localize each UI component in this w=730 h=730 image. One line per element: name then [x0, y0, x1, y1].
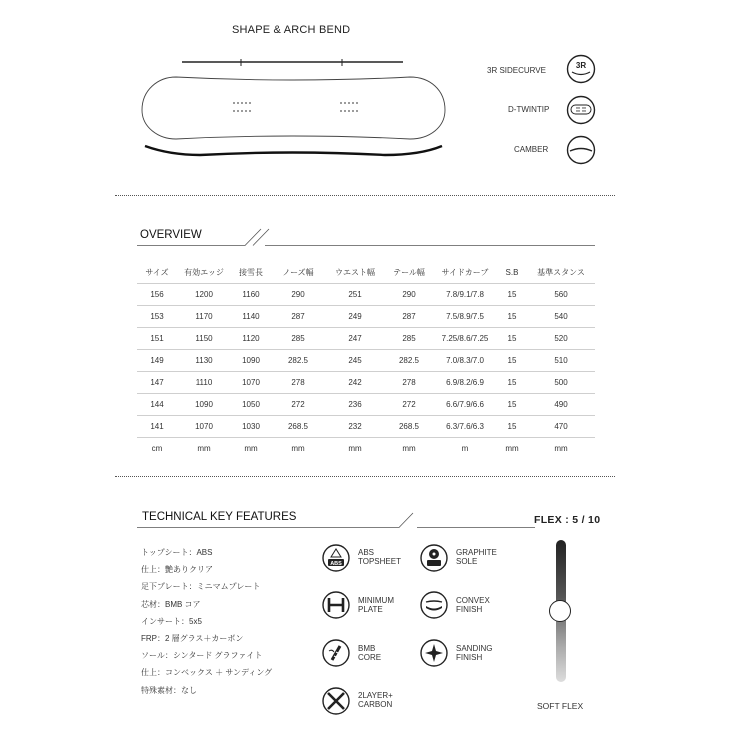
table-cell: 144 — [137, 394, 177, 416]
table-cell: 272 — [271, 394, 325, 416]
feature-line: CONVEX — [456, 596, 490, 605]
camber-icon — [566, 135, 596, 165]
table-row — [137, 416, 595, 438]
spec-item: ソール：シンタード グラファイト — [141, 651, 263, 661]
unit-cell: mm — [348, 444, 362, 453]
table-cell: 1140 — [231, 306, 271, 328]
overview-title: OVERVIEW — [140, 229, 202, 241]
table-row — [137, 350, 595, 372]
board-side-profile — [145, 146, 442, 155]
table-cell: 15 — [497, 328, 527, 350]
table-cell: 490 — [527, 394, 595, 416]
table-cell: 1110 — [177, 372, 231, 394]
table-cell: 1090 — [231, 350, 271, 372]
feature-label-d-twintip: D-TWINTIP — [508, 105, 550, 114]
unit-cell: mm — [554, 444, 568, 453]
d-twintip-icon — [566, 95, 596, 125]
table-cell: 1130 — [177, 350, 231, 372]
feature-bmb-core — [358, 644, 381, 662]
table-cell: 15 — [497, 284, 527, 306]
table-cell: 15 — [497, 372, 527, 394]
table-cell: 6.3/7.6/6.3 — [433, 416, 497, 438]
feature-graphite-sole — [456, 548, 497, 566]
table-cell: 251 — [325, 284, 385, 306]
feature-line: TOPSHEET — [358, 557, 401, 566]
table-row — [137, 284, 595, 306]
table-row — [137, 372, 595, 394]
unit-cell: mm — [291, 444, 305, 453]
table-cell: 285 — [271, 328, 325, 350]
table-cell: 149 — [137, 350, 177, 372]
flex-label: FLEX : 5 / 10 — [534, 514, 601, 526]
table-cell: 1200 — [177, 284, 231, 306]
flex-caption: SOFT FLEX — [537, 701, 584, 711]
shape-title: SHAPE & ARCH BEND — [232, 24, 351, 36]
table-cell: 540 — [527, 306, 595, 328]
table-cell: 15 — [497, 394, 527, 416]
table-cell: 7.0/8.3/7.0 — [433, 350, 497, 372]
spec-item: 仕上：艶ありクリア — [141, 565, 213, 575]
board-diagram — [140, 55, 450, 160]
table-cell: 290 — [385, 284, 433, 306]
table-cell: 268.5 — [385, 416, 433, 438]
table-cell: 1030 — [231, 416, 271, 438]
feature-sanding-finish — [456, 644, 492, 662]
column-header: 有効エッジ — [177, 262, 231, 284]
unit-cell: mm — [244, 444, 258, 453]
column-header: サイズ — [137, 262, 177, 284]
unit-cell: m — [461, 444, 469, 453]
tech-title-rule — [137, 510, 537, 530]
spec-item: インサート：5x5 — [141, 616, 202, 626]
unit-cell: mm — [402, 444, 416, 453]
feature-line: CARBON — [358, 700, 393, 709]
spec-item: トップシート：ABS — [141, 548, 213, 557]
table-cell: 268.5 — [271, 416, 325, 438]
divider-top — [115, 195, 615, 196]
table-cell: 151 — [137, 328, 177, 350]
table-cell: 1090 — [177, 394, 231, 416]
divider-bottom — [115, 476, 615, 477]
spec-item: 仕上：コンベックス ＋ サンディング — [141, 668, 273, 678]
table-cell: 1070 — [177, 416, 231, 438]
feature-minimum-plate — [358, 596, 394, 614]
table-cell: 7.5/8.9/7.5 — [433, 306, 497, 328]
table-header-row — [137, 262, 595, 284]
table-cell: 1150 — [177, 328, 231, 350]
svg-text:ABS: ABS — [330, 561, 342, 567]
table-cell: 520 — [527, 328, 595, 350]
flex-indicator-knob — [549, 600, 571, 622]
tech-title: TECHNICAL KEY FEATURES — [142, 511, 297, 523]
spec-item: 特殊素材：なし — [141, 685, 197, 695]
table-cell: 287 — [385, 306, 433, 328]
table-cell: 153 — [137, 306, 177, 328]
table-cell: 1170 — [177, 306, 231, 328]
spec-item: 芯材：BMB コア — [141, 599, 201, 609]
column-header: サイドカーブ — [433, 262, 497, 284]
table-cell: 290 — [271, 284, 325, 306]
table-cell: 245 — [325, 350, 385, 372]
table-cell: 6.6/7.9/6.6 — [433, 394, 497, 416]
abs-topsheet-icon — [322, 544, 350, 572]
column-header: ウエスト幅 — [325, 262, 385, 284]
table-cell: 510 — [527, 350, 595, 372]
feature-line: SANDING — [456, 644, 493, 653]
table-cell: 141 — [137, 416, 177, 438]
table-cell: 236 — [325, 394, 385, 416]
table-cell: 156 — [137, 284, 177, 306]
feature-line: CORE — [358, 653, 382, 662]
feature-line: FINISH — [456, 605, 483, 614]
table-cell: 560 — [527, 284, 595, 306]
spec-table — [137, 262, 595, 459]
table-cell: 1160 — [231, 284, 271, 306]
board-outline — [142, 77, 445, 139]
tech-spec-list — [141, 544, 272, 699]
table-cell: 232 — [325, 416, 385, 438]
table-cell: 1120 — [231, 328, 271, 350]
table-units-row — [137, 438, 595, 460]
table-cell: 282.5 — [385, 350, 433, 372]
svg-text:3R: 3R — [575, 61, 587, 70]
minimum-plate-icon — [322, 591, 350, 619]
column-header: S.B — [497, 262, 527, 284]
table-cell: 247 — [325, 328, 385, 350]
table-cell: 1070 — [231, 372, 271, 394]
table-cell: 242 — [325, 372, 385, 394]
feature-2layer-carbon — [358, 691, 393, 709]
table-cell: 278 — [385, 372, 433, 394]
table-cell: 249 — [325, 306, 385, 328]
table-row — [137, 328, 595, 350]
table-cell: 7.8/9.1/7.8 — [433, 284, 497, 306]
sanding-finish-icon — [420, 639, 448, 667]
feature-line: MINIMUM — [358, 596, 394, 605]
2layer-carbon-icon — [322, 687, 350, 715]
table-cell: 1050 — [231, 394, 271, 416]
feature-line: 2LAYER+ — [358, 691, 393, 700]
feature-line: FINISH — [456, 653, 483, 662]
convex-finish-icon — [420, 591, 448, 619]
spec-item: FRP：2 層グラス＋カーボン — [141, 634, 244, 644]
unit-cell: mm — [197, 444, 211, 453]
feature-line: ABS — [358, 548, 375, 557]
table-cell: 147 — [137, 372, 177, 394]
table-cell: 15 — [497, 350, 527, 372]
3r-sidecurve-icon — [566, 54, 596, 84]
column-header: ノーズ幅 — [271, 262, 325, 284]
feature-line: GRAPHITE — [456, 548, 497, 557]
overview-title-rule — [137, 226, 597, 248]
table-cell: 287 — [271, 306, 325, 328]
feature-line: SOLE — [456, 557, 478, 566]
table-cell: 282.5 — [271, 350, 325, 372]
table-cell: 272 — [385, 394, 433, 416]
feature-line: BMB — [358, 644, 376, 653]
table-cell: 6.9/8.2/6.9 — [433, 372, 497, 394]
bmb-core-icon — [322, 639, 350, 667]
spec-item: 足下プレート：ミニマムプレート — [141, 582, 261, 592]
feature-convex-finish — [456, 596, 490, 614]
feature-abs-topsheet — [358, 548, 401, 566]
table-row — [137, 306, 595, 328]
column-header: 接雪長 — [231, 262, 271, 284]
table-cell: 470 — [527, 416, 595, 438]
table-cell: 15 — [497, 416, 527, 438]
column-header: 基準スタンス — [527, 262, 595, 284]
table-cell: 7.25/8.6/7.25 — [433, 328, 497, 350]
unit-cell: mm — [505, 444, 519, 453]
feature-label-camber: CAMBER — [514, 145, 549, 154]
table-cell: 285 — [385, 328, 433, 350]
table-cell: 500 — [527, 372, 595, 394]
table-row — [137, 394, 595, 416]
column-header: テール幅 — [385, 262, 433, 284]
feature-line: PLATE — [358, 605, 383, 614]
table-cell: 15 — [497, 306, 527, 328]
unit-cell: cm — [151, 444, 163, 453]
feature-label-3r-sidecurve: 3R SIDECURVE — [487, 66, 546, 75]
graphite-sole-icon — [420, 544, 448, 572]
table-cell: 278 — [271, 372, 325, 394]
